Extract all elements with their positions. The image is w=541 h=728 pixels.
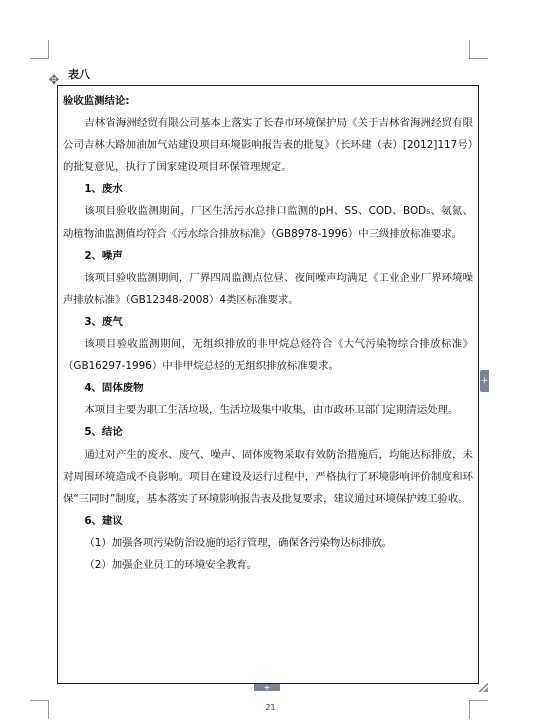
section-text-exhaust: 该项目验收监测期间，无组织排放的非甲烷总烃符合《大气污染物综合排放标准》（GB16297-1996）中非甲烷总烃的无组织排放标准要求。 [63, 338, 473, 373]
add-row-icon[interactable]: + [254, 684, 280, 691]
suggestion-item: （2）加强企业员工的环境安全教育。 [84, 558, 258, 571]
section-title-noise: 2、噪声 [84, 249, 123, 262]
table-label: 表八 [68, 68, 90, 81]
section-title-conclusion: 5、结论 [84, 426, 123, 439]
crop-mark-top-right [469, 40, 488, 59]
expand-side-icon[interactable]: + [480, 370, 489, 392]
table-cell[interactable] [57, 85, 479, 684]
move-handle-icon[interactable]: ✥ [48, 73, 60, 88]
heading: 验收监测结论: [63, 95, 130, 107]
section-text-wastewater: 该项目验收监测期间，厂区生活污水总排口监测的pH、SS、COD、BOD₅、氨氮、动植物油监测值均符合《污水综合排放标准》（GB8978-1996）中三级排放标准要求。 [63, 205, 473, 240]
section-title-solid-waste: 4、固体废物 [84, 382, 144, 395]
section-title-exhaust: 3、废气 [84, 315, 123, 328]
page-number: 21 [265, 703, 276, 712]
crop-mark-top-left [30, 40, 49, 59]
section-text-noise: 该项目验收监测期间，厂界四周监测点位昼、夜间噪声均满足《工业企业厂界环境噪声排放标准》（GB12348-2008）4类区标准要求。 [63, 271, 473, 306]
suggestion-item: （1）加强各项污染防治设施的运行管理，确保各污染物达标排放。 [84, 536, 393, 549]
section-title-suggestion: 6、建议 [84, 514, 123, 527]
intro-paragraph: 吉林省海洲经贸有限公司基本上落实了长春市环境保护局《关于吉林省海洲经贸有限公司吉林大路加油加气站建设项目环境影响报告表的批复》（长环建（表）[2012]117号）的批复意见，执行了国家建设项目环保管理规定。 [63, 117, 473, 174]
resize-handle-icon[interactable] [479, 683, 488, 692]
cell-content [58, 86, 478, 576]
section-title-wastewater: 1、废水 [84, 183, 123, 196]
section-text-conclusion: 通过对产生的废水、废气、噪声、固体废物采取有效防治措施后，均能达标排放，未对周围环境造成不良影响。项目在建设及运行过程中，严格执行了环境影响评价制度和环保“三同时”制度，基本落实了环境影响报告表及批复要求，建议通过环境保护竣工验收。 [63, 448, 473, 505]
section-text-solid-waste: 本项目主要为职工生活垃圾，生活垃圾集中收集，由市政环卫部门定期清运处理。 [84, 404, 459, 417]
